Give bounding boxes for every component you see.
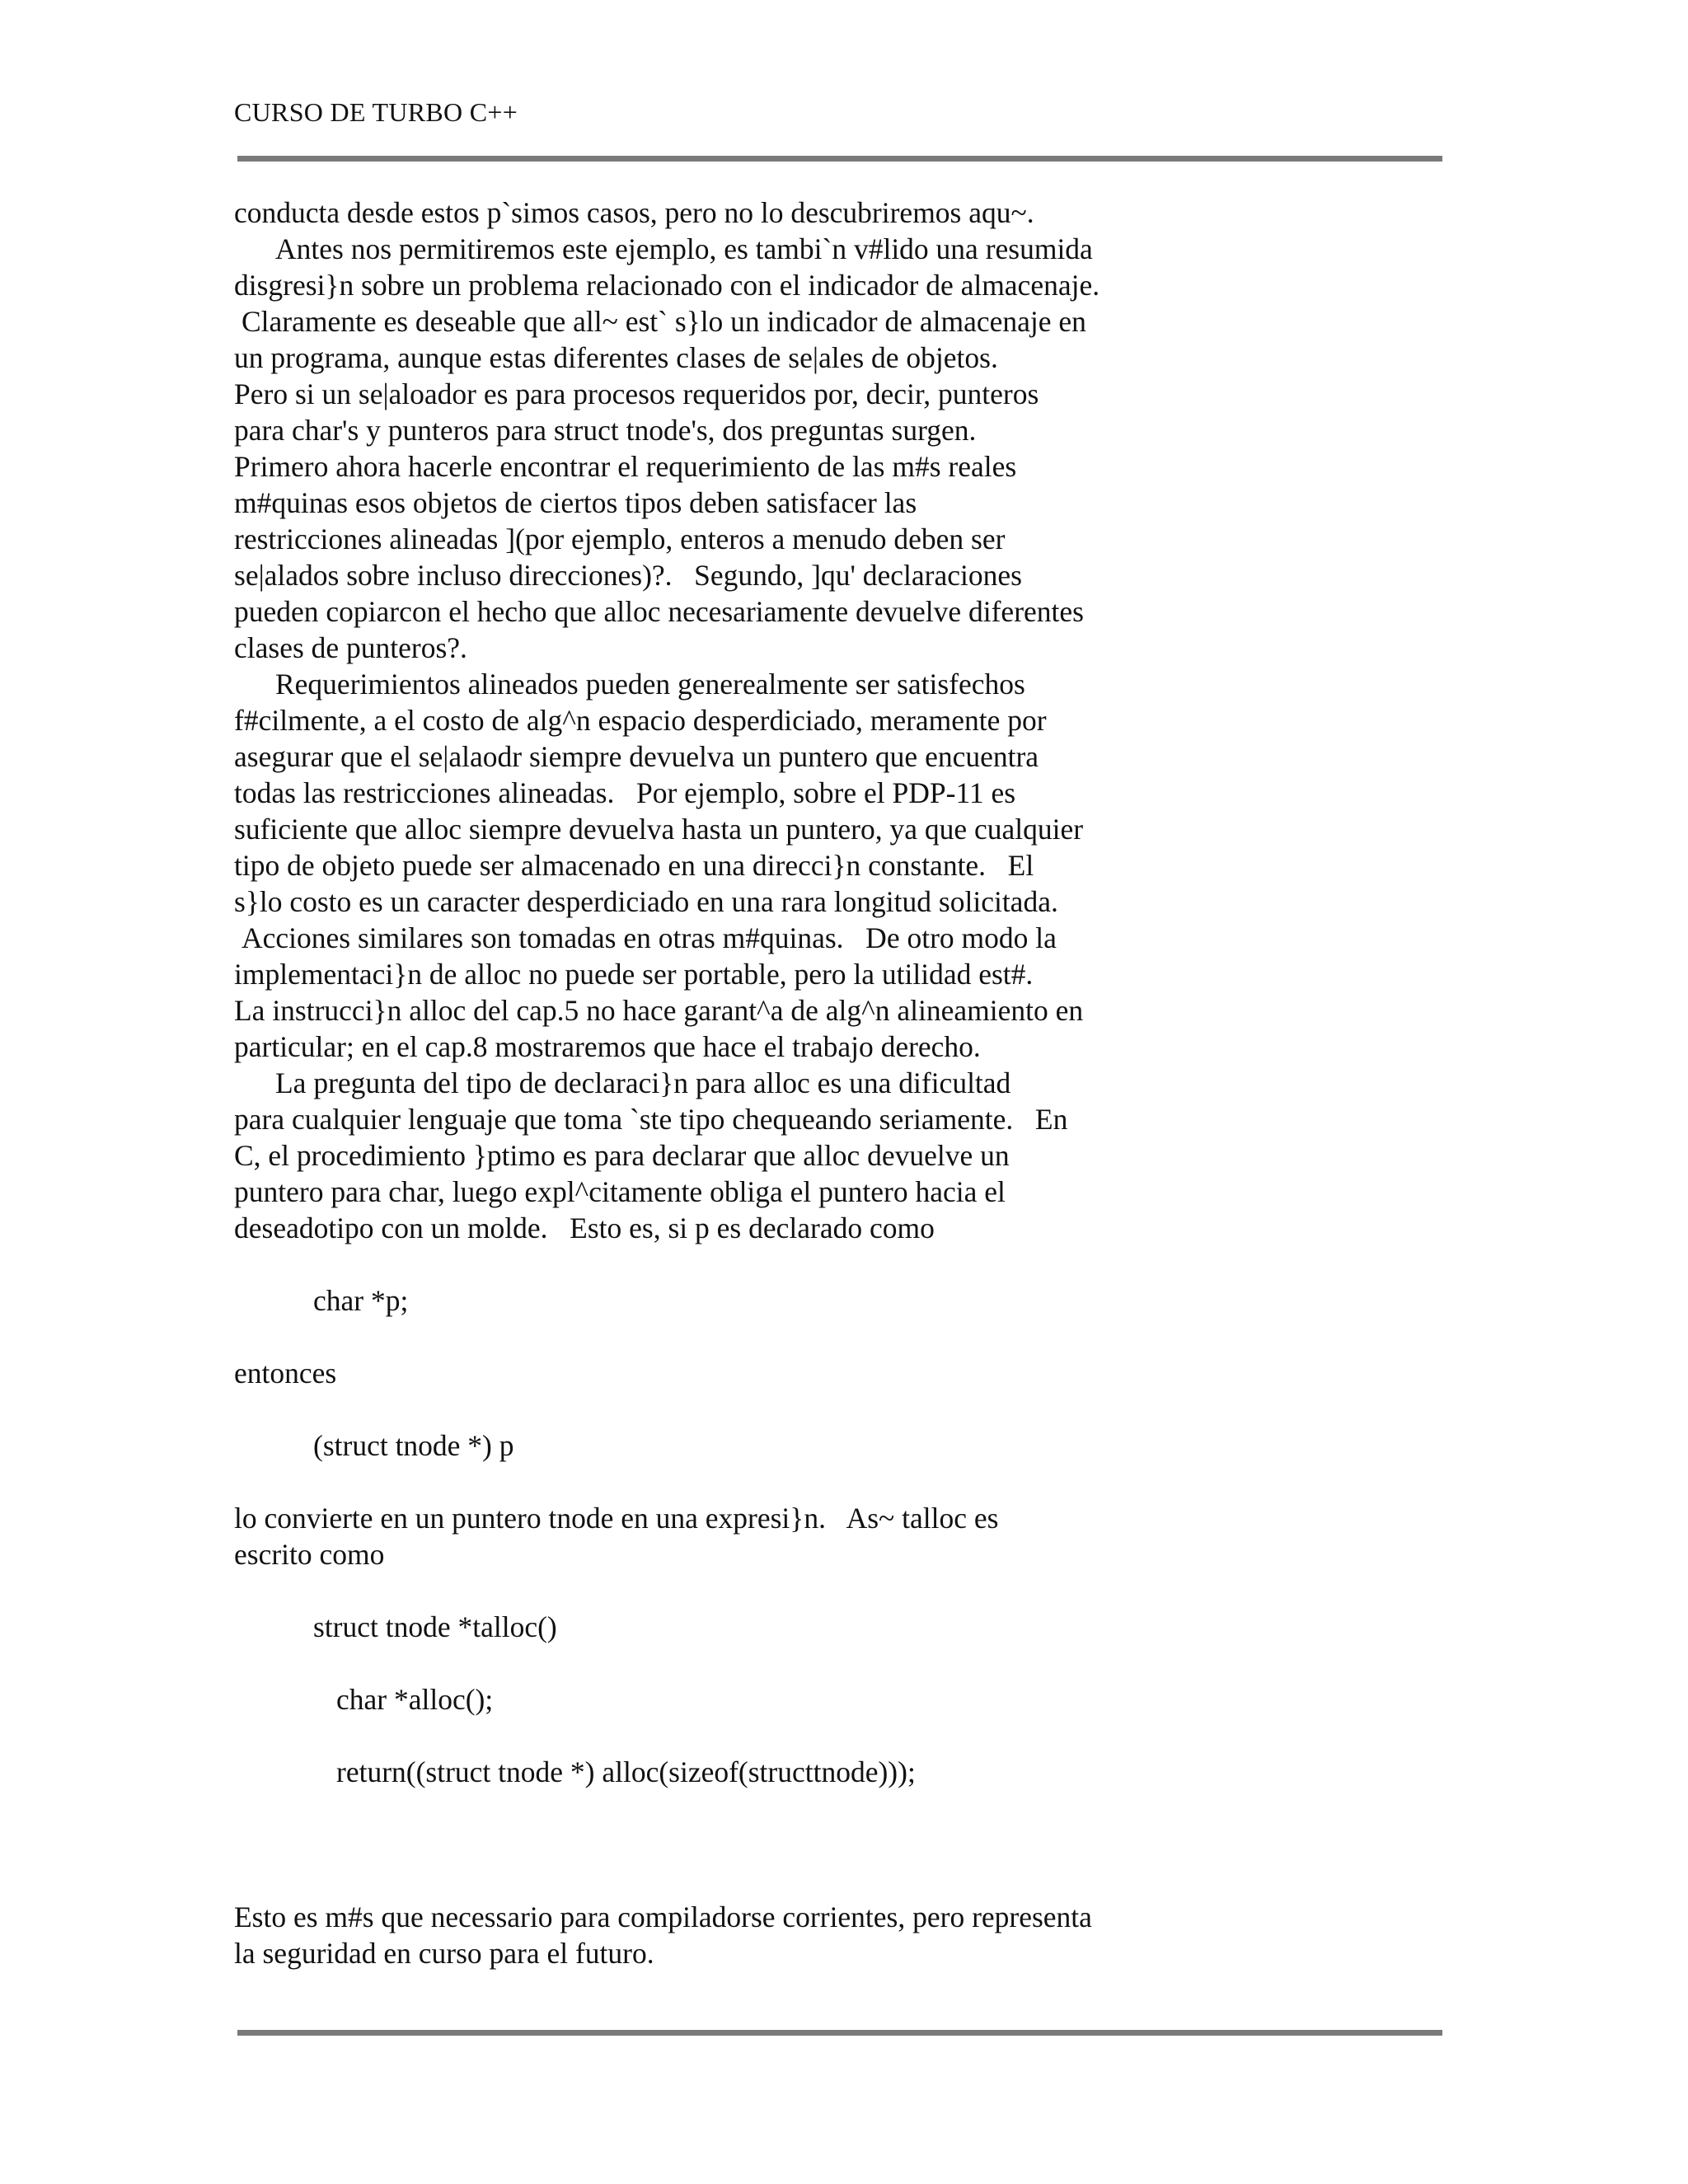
text-line: m#quinas esos objetos de ciertos tipos deben satisfacer las <box>234 486 917 519</box>
text-line: Claramente es deseable que all~ est` s}lo un indicador de almacenaje en <box>241 305 1086 338</box>
code-line: char *p; <box>313 1284 409 1317</box>
text-line: Primero ahora hacerle encontrar el requerimiento de las m#s reales <box>234 450 1017 483</box>
text-line: para cualquier lenguaje que toma `ste tipo chequeando seriamente. En <box>234 1103 1068 1136</box>
text-line: Pero si un se|aloador es para procesos requeridos por, decir, punteros <box>234 377 1039 410</box>
text-line: todas las restricciones alineadas. Por ejemplo, sobre el PDP-11 es <box>234 776 1016 809</box>
text-line: asegurar que el se|alaodr siempre devuelva un puntero que encuentra <box>234 740 1039 773</box>
blank-line <box>234 1572 1437 1609</box>
blank-line <box>234 1718 1437 1754</box>
blank-line <box>234 1464 1437 1500</box>
code-line: char *alloc(); <box>336 1683 494 1716</box>
blank-line <box>234 1391 1437 1427</box>
text-line: un programa, aunque estas diferentes clases de se|ales de objetos. <box>234 341 998 374</box>
text-line: C, el procedimiento }ptimo es para declarar que alloc devuelve un <box>234 1139 1010 1172</box>
text-line: entonces <box>234 1357 337 1390</box>
text-line: deseadotipo con un molde. Esto es, si p es declarado como <box>234 1212 935 1244</box>
text-line: implementaci}n de alloc no puede ser portable, pero la utilidad est#. <box>234 958 1034 991</box>
text-line: particular; en el cap.8 mostraremos que hace el trabajo derecho. <box>234 1030 981 1063</box>
text-line: restricciones alineadas ](por ejemplo, enteros a menudo deben ser <box>234 523 1006 555</box>
text-line: la seguridad en curso para el futuro. <box>234 1937 654 1970</box>
text-line: clases de punteros?. <box>234 631 467 664</box>
header-rule <box>237 156 1442 162</box>
text-line: disgresi}n sobre un problema relacionado con el indicador de almacenaje. <box>234 269 1100 302</box>
code-line: return((struct tnode *) alloc(sizeof(structtnode))); <box>336 1755 916 1788</box>
page-body <box>234 194 1437 1971</box>
text-line: s}lo costo es un caracter desperdiciado en una rara longitud solicitada. <box>234 885 1058 918</box>
text-line: puntero para char, luego expl^citamente obliga el puntero hacia el <box>234 1175 1006 1208</box>
text-line: Requerimientos alineados pueden generealmente ser satisfechos <box>275 668 1025 701</box>
text-line: La instrucci}n alloc del cap.5 no hace garant^a de alg^n alineamiento en <box>234 994 1084 1027</box>
text-line: lo convierte en un puntero tnode en una expresi}n. As~ talloc es <box>234 1502 999 1535</box>
text-line: f#cilmente, a el costo de alg^n espacio desperdiciado, meramente por <box>234 704 1047 737</box>
text-line: pueden copiarcon el hecho que alloc necesariamente devuelve diferentes <box>234 595 1084 628</box>
blank-line <box>234 1319 1437 1355</box>
blank-line <box>234 1645 1437 1681</box>
text-line: conducta desde estos p`simos casos, pero no lo descubriremos aqu~. <box>234 196 1034 229</box>
code-line: struct tnode *talloc() <box>313 1610 557 1643</box>
code-line: (struct tnode *) p <box>313 1429 514 1462</box>
blank-line <box>234 1246 1437 1282</box>
footer-rule <box>237 2030 1442 2036</box>
text-line: Acciones similares son tomadas en otras m#quinas. De otro modo la <box>241 921 1057 954</box>
text-line: escrito como <box>234 1538 385 1571</box>
text-line: para char's y punteros para struct tnode's, dos preguntas surgen. <box>234 414 977 447</box>
blank-line <box>234 1863 1437 1899</box>
blank-line <box>234 1826 1437 1863</box>
text-line: se|alados sobre incluso direcciones)?. Segundo, ]qu' declaraciones <box>234 559 1022 592</box>
text-line: La pregunta del tipo de declaraci}n para alloc es una dificultad <box>275 1066 1011 1099</box>
text-line: suficiente que alloc siempre devuelva hasta un puntero, ya que cualquier <box>234 813 1084 846</box>
running-header: CURSO DE TURBO C++ <box>234 97 518 127</box>
text-line: tipo de objeto puede ser almacenado en una direcci}n constante. El <box>234 849 1034 882</box>
blank-line <box>234 1790 1437 1826</box>
text-line: Antes nos permitiremos este ejemplo, es tambi`n v#lido una resumida <box>275 232 1093 265</box>
text-line: Esto es m#s que necessario para compiladorse corrientes, pero representa <box>234 1900 1092 1933</box>
